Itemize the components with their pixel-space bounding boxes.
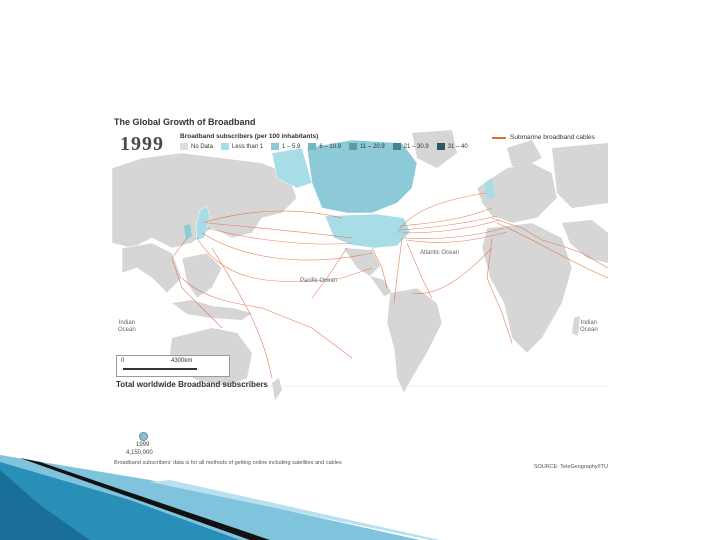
cables-legend-label: Submarine broadband cables xyxy=(510,134,595,141)
year-label: 1999 xyxy=(120,133,164,155)
legend-label: 1 – 5.9 xyxy=(282,143,301,150)
legend-label: 21 – 30.9 xyxy=(403,143,429,150)
footnote: Broadband subscribers' data is for all methods of getting online including satellites and cables xyxy=(114,460,342,466)
timeline-value: 4,150,000 xyxy=(126,450,153,456)
legend-swatch xyxy=(180,143,188,150)
timeline-dot-1999[interactable] xyxy=(139,432,148,441)
cable-legend-line xyxy=(492,137,506,139)
legend-item xyxy=(271,143,300,150)
legend-swatch xyxy=(349,143,357,150)
legend xyxy=(180,143,468,150)
legend-swatch xyxy=(393,143,401,150)
timeline-year: 1999 xyxy=(136,442,150,448)
legend-item xyxy=(221,143,263,150)
source-credit: SOURCE: TeleGeography/ITU xyxy=(533,464,608,470)
scale-distance: 4300km xyxy=(171,358,193,364)
legend-item xyxy=(393,143,429,150)
indian-ocean-label-left: Indian Ocean xyxy=(118,320,136,333)
legend-swatch xyxy=(271,143,279,150)
legend-item xyxy=(308,143,341,150)
scale-zero: 0 xyxy=(121,358,125,364)
legend-item xyxy=(349,143,385,150)
cables-legend xyxy=(492,134,595,141)
pacific-ocean-label: Pacific Ocean xyxy=(300,278,338,284)
indian-ocean-label-right: Indian Ocean xyxy=(580,320,598,333)
world-map-graphic xyxy=(112,128,608,472)
broadband-map xyxy=(112,128,608,472)
map-scale xyxy=(116,355,230,377)
scale-bar xyxy=(123,368,197,370)
legend-label: 11 – 20.9 xyxy=(360,143,385,150)
total-subscribers-title: Total worldwide Broadband subscribers xyxy=(116,380,268,389)
legend-header: Broadband subscribers (per 100 inhabitants) xyxy=(180,133,319,140)
legend-swatch xyxy=(221,143,229,150)
legend-label: Less than 1 xyxy=(232,143,264,150)
legend-item xyxy=(180,143,213,150)
legend-swatch xyxy=(308,143,316,150)
legend-label: No Data xyxy=(191,143,214,150)
legend-swatch xyxy=(437,143,445,150)
legend-item xyxy=(437,143,468,150)
map-title: The Global Growth of Broadband xyxy=(114,117,256,127)
legend-label: 31 – 40 xyxy=(447,143,468,150)
legend-label: 6 – 10.9 xyxy=(319,143,342,150)
atlantic-ocean-label: Atlantic Ocean xyxy=(420,250,460,256)
